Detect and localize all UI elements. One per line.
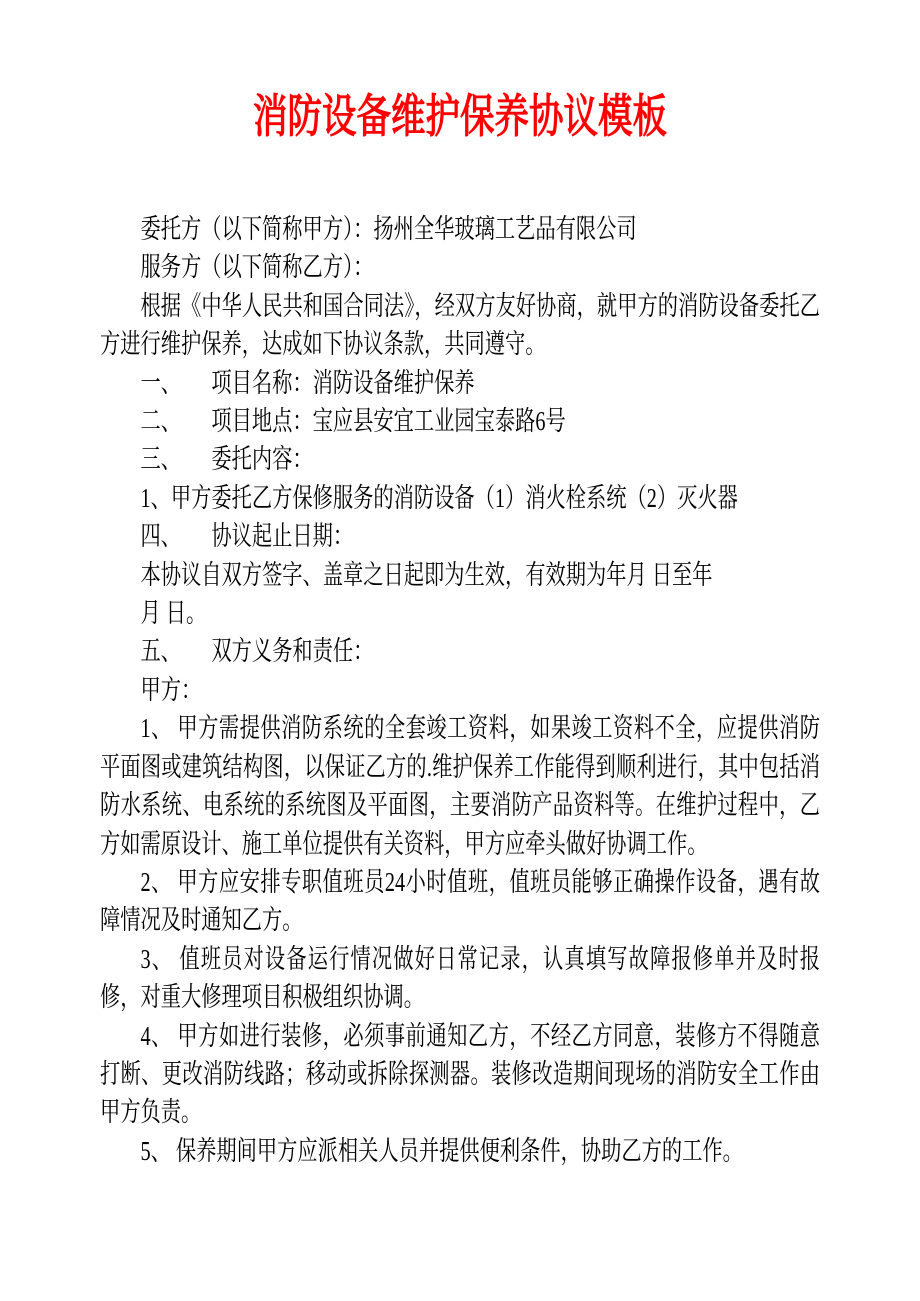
paragraph-entrusting-party: 委托方（以下简称甲方）：扬州全华玻璃工艺品有限公司: [140, 214, 637, 244]
paragraph-entrusted-equipment: 1、甲方委托乙方保修服务的消防设备（1）消火栓系统（2）灭火器: [140, 482, 738, 513]
paragraph-item-5-obligations: 五、 双方义务和责任：: [140, 636, 374, 667]
document-title: 消防设备维护保养协议模板: [253, 90, 667, 142]
paragraph-party-a-duty-3: 3、 值班员对设备运行情况做好日常记录，认真填写故障报修单并及时报修，对重大修理项目积极组织协调。: [100, 943, 820, 1013]
paragraph-party-a-heading: 甲方：: [140, 674, 202, 705]
document-content: [100, 88, 820, 1170]
paragraph-effective-period-line2: 月 日。: [140, 598, 207, 629]
document-body: [100, 210, 820, 1170]
paragraph-preamble: 根据《中华人民共和国合同法》，经双方友好协商，就甲方的消防设备委托乙方进行维护保养，达成如下协议条款，共同遵守。: [100, 290, 820, 360]
paragraph-item-4-agreement-dates: 四、 协议起止日期：: [140, 521, 354, 552]
paragraph-party-a-duty-4: 4、 甲方如进行装修，必须事前通知乙方，不经乙方同意，装修方不得随意打断、更改消防线路；移动或拆除探测器。装修改造期间现场的消防安全工作由甲方负责。: [100, 1020, 820, 1128]
paragraph-party-a-duty-1: 1、 甲方需提供消防系统的全套竣工资料，如果竣工资料不全，应提供消防平面图或建筑结构图，以保证乙方的.维护保养工作能得到顺利进行，其中包括消防水系统、电系统的系统图及平面图，主要消防产品资料等。在维护过程中，乙方如需原设计、施工单位提供有关资料，甲方应牵头做好协调工作。: [100, 713, 820, 859]
paragraph-service-party: 服务方（以下简称乙方）：: [140, 252, 374, 283]
paragraph-item-2-project-location: 二、 项目地点：宝应县安宜工业园宝泰路6号: [140, 406, 566, 437]
paragraph-effective-period-line1: 本协议自双方签字、盖章之日起即为生效，有效期为年月 日至年: [140, 559, 713, 590]
paragraph-party-a-duty-2: 2、 甲方应安排专职值班员24小时值班，值班员能够正确操作设备，遇有故障情况及时通知乙方。: [100, 866, 820, 936]
paragraph-item-1-project-name: 一、 项目名称：消防设备维护保养: [140, 367, 475, 398]
paragraph-item-3-entrusted-content: 三、 委托内容：: [140, 444, 313, 475]
paragraph-party-a-duty-5: 5、 保养期间甲方应派相关人员并提供便利条件，协助乙方的工作。: [140, 1135, 743, 1166]
